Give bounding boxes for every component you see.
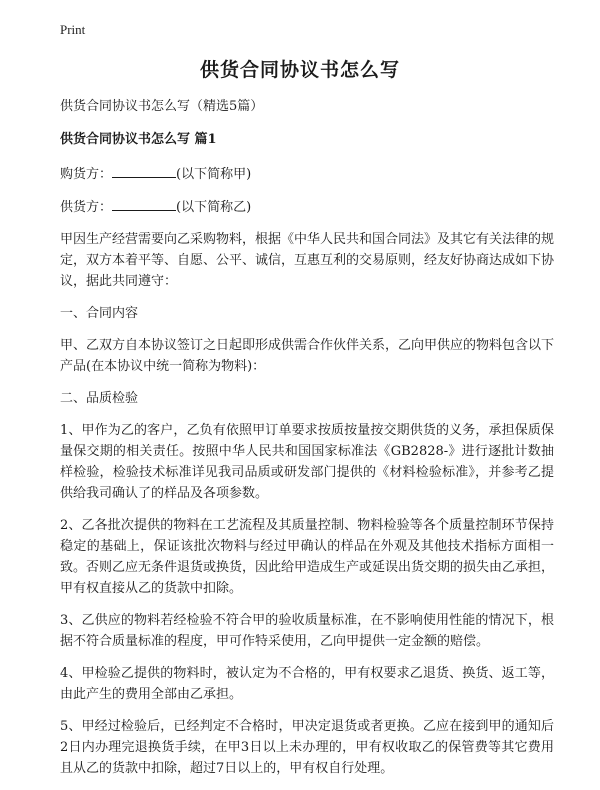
- inspection-item-5: 5、甲经过检验后，已经判定不合格时，甲决定退货或者更换。乙应在接到甲的通知后2日内办理完退换货手续，在甲3日以上未办理的，甲有权收取乙的保管费等其它费用且从乙的货款中扣除，超过7日以上的，甲有权自行处理。: [60, 719, 554, 776]
- page-title: 供货合同协议书怎么写: [199, 59, 400, 81]
- buyer-line: [60, 163, 554, 185]
- supplier-blank: [112, 196, 176, 211]
- supplier-line: [60, 196, 554, 218]
- supplier-suffix: (以下简称乙): [176, 200, 252, 215]
- inspection-item-4: 4、甲检验乙提供的物料时，被认定为不合格的，甲有权要求乙退货、换货、返工等，由此产生的费用全部由乙承担。: [60, 666, 554, 702]
- inspection-item-1: 1、甲作为乙的客户，乙负有依照甲订单要求按质按量按交期供货的义务，承担保质保量保交期的相关责任。按照中华人民共和国国家标准法《GB2828-》进行逐批计数抽样检验，检验技术标准详见我司品质或研发部门提供的《材料检验标准》，并参考乙提供给我司确认了的样品及各项参数。: [60, 423, 554, 501]
- buyer-label: 购货方：: [60, 167, 113, 182]
- document-body: [60, 96, 554, 790]
- print-label[interactable]: Print: [60, 22, 86, 37]
- document-subtitle: 供货合同协议书怎么写（精选5篇）: [60, 99, 264, 114]
- contract-content-paragraph: 甲、乙双方自本协议签订之日起即形成供需合作伙伴关系，乙向甲供应的物料包含以下产品(在本协议中统一简称为物料)：: [60, 338, 555, 374]
- heading-contract-content: 一、合同内容: [60, 306, 139, 321]
- section-heading: 供货合同协议书怎么写 篇1: [60, 132, 217, 147]
- inspection-item-2: 2、乙各批次提供的物料在工艺流程及其质量控制、物料检验等各个质量控制环节保持稳定的基础上，保证该批次物料与经过甲确认的样品在外观及其他技术指标方面相一致。否则乙应无条件退货或换货，因此给甲造成生产或延误出货交期的损失由乙承担，甲有权直接从乙的货款中扣除。: [60, 518, 555, 596]
- supplier-label: 供货方：: [60, 200, 113, 215]
- intro-paragraph: 甲因生产经营需要向乙采购物料，根据《中华人民共和国合同法》及其它有关法律的规定，双方本着平等、自愿、公平、诚信，互惠互利的交易原则，经友好协商达成如下协议，据此共同遵守：: [60, 232, 555, 289]
- inspection-item-3: 3、乙供应的物料若经检验不符合甲的验收质量标准，在不影响使用性能的情况下，根据不符合质量标准的程度，甲可作特采使用，乙向甲提供一定金额的赔偿。: [60, 613, 554, 649]
- heading-quality-inspection: 二、品质检验: [60, 391, 139, 406]
- buyer-suffix: (以下简称甲): [176, 167, 252, 182]
- buyer-blank: [112, 163, 176, 178]
